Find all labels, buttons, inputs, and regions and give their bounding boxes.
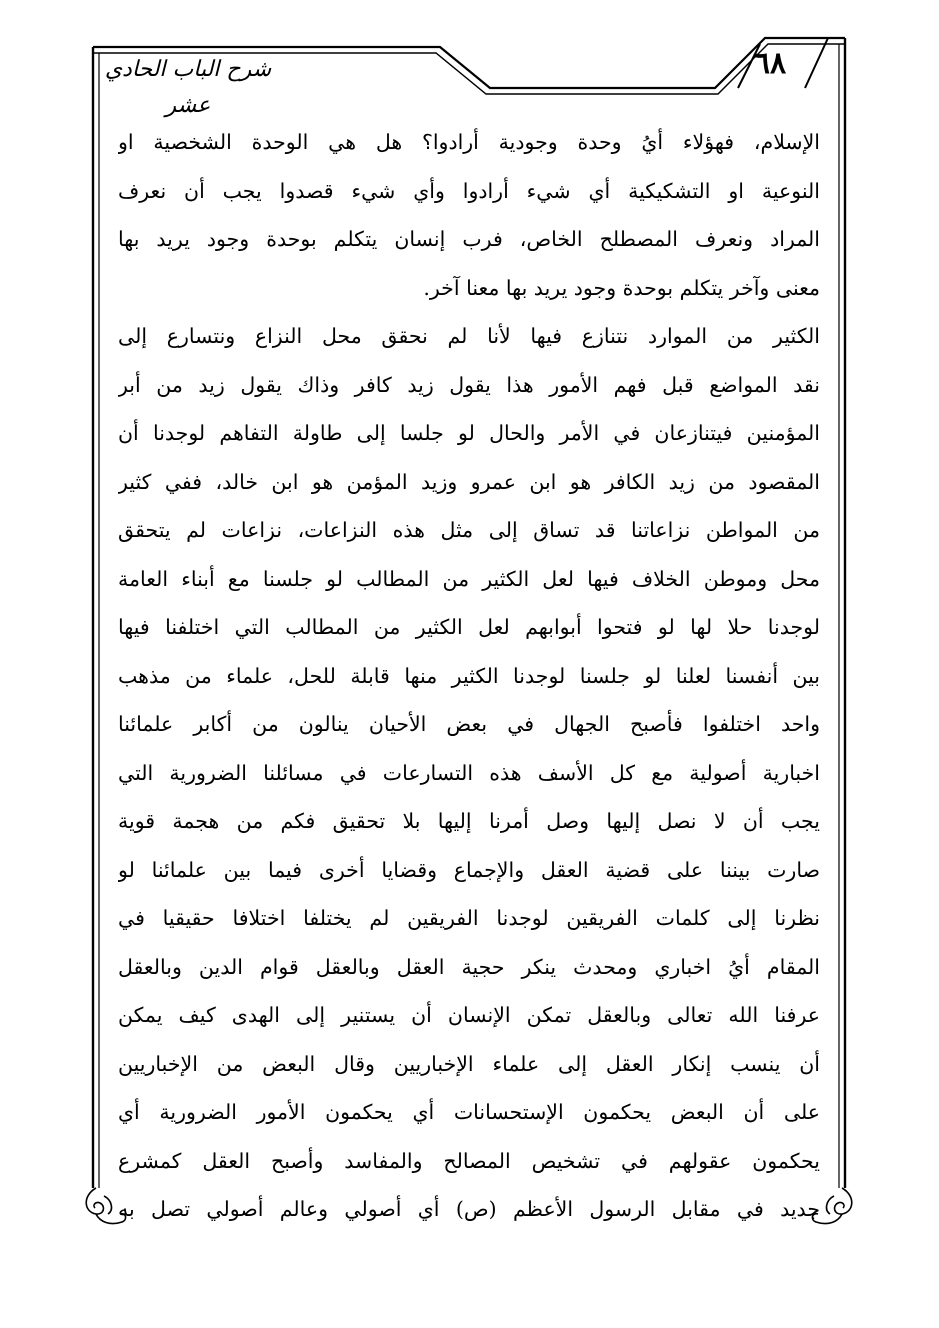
text-line: بين أنفسنا لعلنا لو جلسنا لوجدنا الكثير منها قابلة للحل، علماء من مذهب [118, 663, 820, 688]
running-title: شرح الباب الحادي عشر [104, 57, 272, 118]
text-line: صارت بيننا على قضية العقل والإجماع وقضايا أخرى فيما بين علمائنا لو [118, 857, 820, 882]
text-line: على أن البعض يحكمون الإستحسانات أي يحكمون الأمور الضرورية أي [118, 1100, 820, 1124]
text-line: عرفنا الله تعالى وبالعقل تمكن الإنسان أن يستنير إلى الهدى كيف يمكن [118, 1003, 820, 1027]
page-number: ٦٨ [753, 46, 787, 81]
text-line: يحكمون عقولهم في تشخيص المصالح والمفاسد وأصبح العقل كمشرع [118, 1148, 820, 1173]
text-line: الإسلام، فهؤلاء أيُ وحدة وجودية أرادوا؟ هل هي الوحدة الشخصية او [118, 130, 820, 154]
text-line: المراد ونعرف المصطلح الخاص، فرب إنسان يتكلم بوحدة وجود يريد بها [118, 227, 820, 251]
text-line: اخبارية أصولية مع كل الأسف هذه التسارعات في مسائلنا الضرورية التي [118, 760, 820, 785]
text-line: واحد اختلفوا فأصبح الجهال في بعض الأحيان ينالون من أكابر علمائنا [118, 712, 820, 736]
text-line: النوعية او التشكيكية أي شيء أرادوا وأي شيء قصدوا يجب أن نعرف [118, 178, 820, 203]
text-line: نظرنا إلى كلمات الفريقين لوجدنا الفريقين لم يختلفا اختلافا حقيقيا في [118, 906, 820, 930]
text-line: نقد المواضع قبل فهم الأمور هذا يقول زيد كافر وذاك يقول زيد من أبر [118, 372, 820, 397]
text-line: المقصود من زيد الكافر هو ابن عمرو وزيد المؤمن هو ابن خالد، ففي كثير [118, 469, 820, 494]
body-text [118, 118, 820, 1234]
text-line: يجب أن لا نصل إليها وصل أمرنا إليها بلا تحقيق فكم من هجمة قوية [118, 809, 820, 833]
text-line: أن ينسب إنكار العقل إلى علماء الإخباريين وقال البعض من الإخباريين [118, 1051, 820, 1076]
text-line: المقام أيُ اخباري ومحدث ينكر حجية العقل وبالعقل قوام الدين وبالعقل [118, 954, 820, 979]
text-line: معنى وآخر يتكلم بوحدة وجود يريد بها معنا آخر. [423, 275, 820, 300]
text-line: محل وموطن الخلاف فيها لعل الكثير من المطالب لو جلسنا مع أبناء العامة [118, 566, 820, 591]
text-line: الكثير من الموارد نتنازع فيها لأنا لم نحقق محل النزاع ونتسارع إلى [118, 324, 820, 348]
text-line: من المواطن نزاعاتنا قد تساق إلى مثل هذه النزاعات، نزاعات لم يتحقق [118, 518, 820, 542]
text-line: جديد في مقابل الرسول الأعظم (ص) أي أصولي وعالم أصولي تصل به [118, 1197, 820, 1221]
text-line: لوجدنا حلا لها لو فتحوا أبوابهم لعل الكثير من المطالب التي اختلفنا فيها [118, 615, 820, 639]
text-line: المؤمنين فيتنازعان في الأمر والحال لو جلسا إلى طاولة التفاهم لوجدنا أن [118, 421, 820, 445]
